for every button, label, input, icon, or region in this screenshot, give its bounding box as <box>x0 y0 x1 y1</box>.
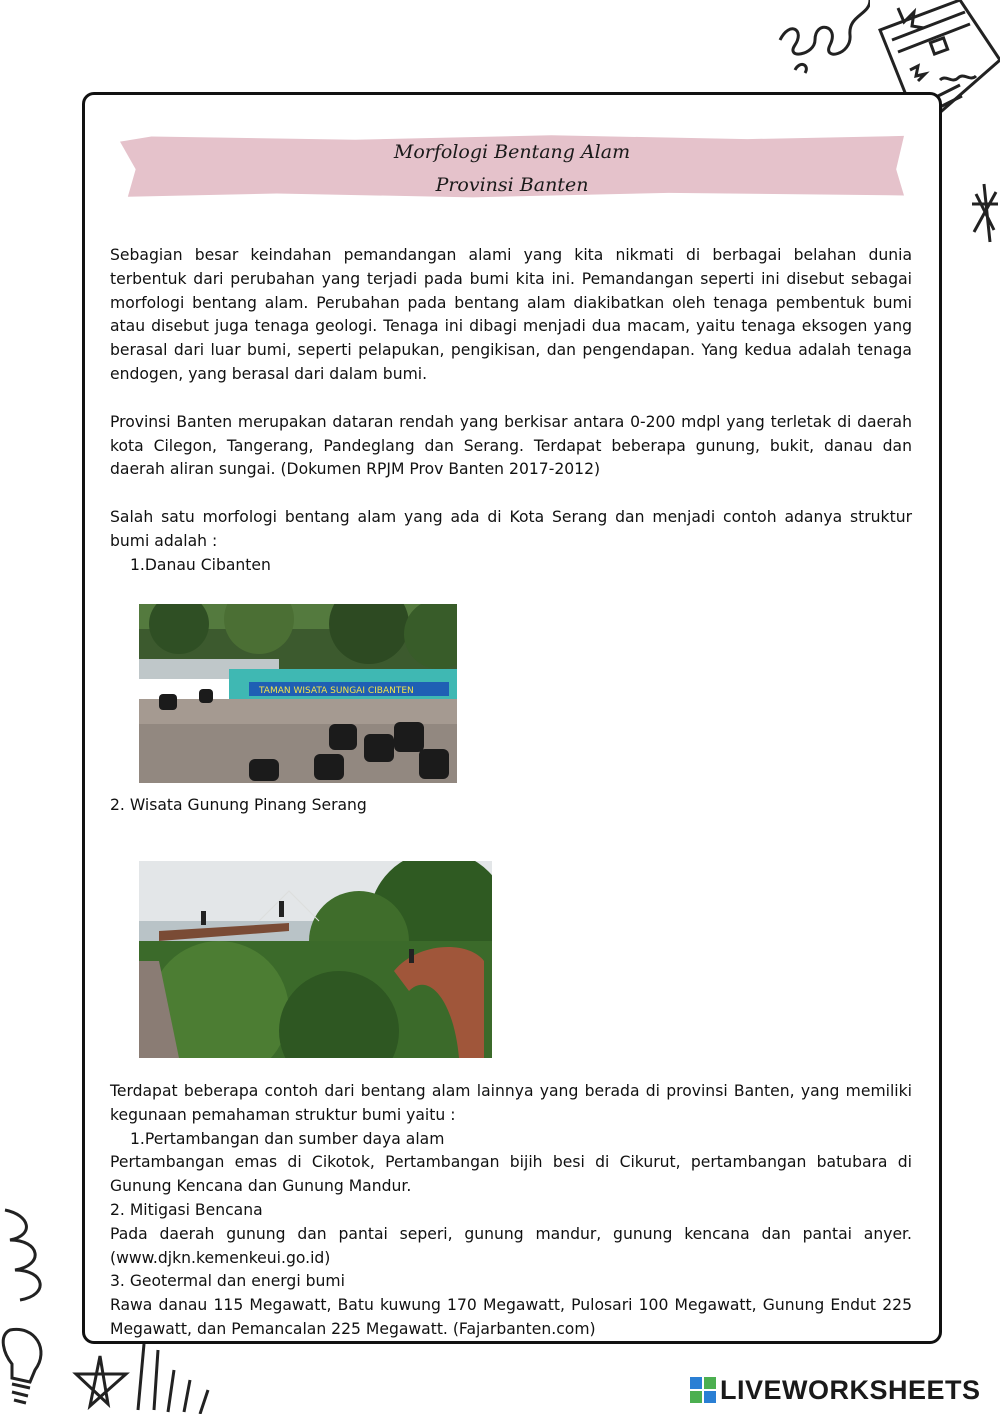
lightbulb-doodle-icon <box>0 1320 60 1414</box>
liveworksheets-brand[interactable] <box>690 1374 981 1406</box>
content-bottom <box>110 1080 912 1342</box>
others-item-1 <box>110 1128 912 1152</box>
others-item-2: 2. Mitigasi Bencana <box>110 1200 263 1219</box>
example-item-1 <box>110 554 912 578</box>
liveworksheets-logo-icon <box>690 1377 716 1403</box>
spikes-doodle-icon <box>130 1340 230 1414</box>
others-item-1-text: Pertambangan emas di Cikotok, Pertambangan bijih besi di Cikurut, pertambangan batubara di Gunung Kencana dan Gunung Mandur. <box>110 1153 912 1196</box>
swirl-doodle-left-icon <box>0 1205 60 1315</box>
intro-paragraph: Sebagian besar keindahan pemandangan alami yang kita nikmati di berbagai belahan dunia terbentuk dari perubahan yang terjadi pada bumi kita ini. Pemandangan seperti ini disebut sebagai morfologi bentang alam. Perubahan pada bentang alam diakibatkan oleh tenaga pembentuk bumi atau disebut juga tenaga geologi. Tenaga ini dibagi menjadi dua macam, yaitu tenaga eksogen yang berasal dari luar bumi, seperti pelapukan, pengikisan, dan pengendapan. Yang kedua adalah tenaga endogen, yang berasal dari dalam bumi. <box>110 246 912 383</box>
swirl-doodle-top-icon <box>770 0 870 80</box>
others-item-1-label: Pertambangan dan sumber daya alam <box>144 1129 445 1148</box>
title-line-1: Morfologi Bentang Alam <box>393 141 631 163</box>
serang-paragraph: Salah satu morfologi bentang alam yang ada di Kota Serang dan menjadi contoh adanya struktur bumi adalah : <box>110 508 912 550</box>
others-item-3-text: Rawa danau 115 Megawatt, Batu kuwung 170 Megawatt, Pulosari 100 Megawatt, Gunung Endut 225 Megawatt, dan Pemancalan 225 Megawatt. (Fajarbanten.com) <box>110 1296 912 1338</box>
liveworksheets-name: LIVEWORKSHEETS <box>720 1374 981 1405</box>
star-doodle-right-icon <box>968 182 1000 246</box>
title-line-2: Provinsi Banten <box>435 174 589 196</box>
gunung-pinang-photo <box>139 861 492 1058</box>
others-item-2-text: Pada daerah gunung dan pantai seperi, gunung mandur, gunung kencana dan pantai anyer. (www.djkn.kemenkeui.go.id) <box>110 1224 912 1267</box>
others-item-3: 3. Geotermal dan energi bumi <box>110 1272 345 1291</box>
danau-cibanten-photo <box>139 604 457 783</box>
others-intro: Terdapat beberapa contoh dari bentang alam lainnya yang berada di provinsi Banten, yang memiliki kegunaan pemahaman struktur bumi yaitu : <box>110 1082 912 1124</box>
banten-paragraph: Provinsi Banten merupakan dataran rendah yang berkisar antara 0-200 mdpl yang terletak di daerah kota Cilegon, Tangerang, Pandeglang dan Serang. Terdapat beberapa gunung, bukit, danau dan daerah aliran sungai. (Dokumen RPJM Prov Banten 2017-2012) <box>110 412 912 479</box>
example-item-1-label: Danau Cibanten <box>144 555 271 574</box>
example-item-1-number: 1. <box>130 555 145 574</box>
star-doodle-bottom-icon <box>70 1352 130 1412</box>
content-top <box>110 244 912 578</box>
cibanten-sign-text: TAMAN WISATA SUNGAI CIBANTEN <box>259 686 414 696</box>
example-item-2: 2. Wisata Gunung Pinang Serang <box>110 796 367 814</box>
others-item-1-number: 1. <box>130 1129 145 1148</box>
page-title <box>120 136 904 202</box>
